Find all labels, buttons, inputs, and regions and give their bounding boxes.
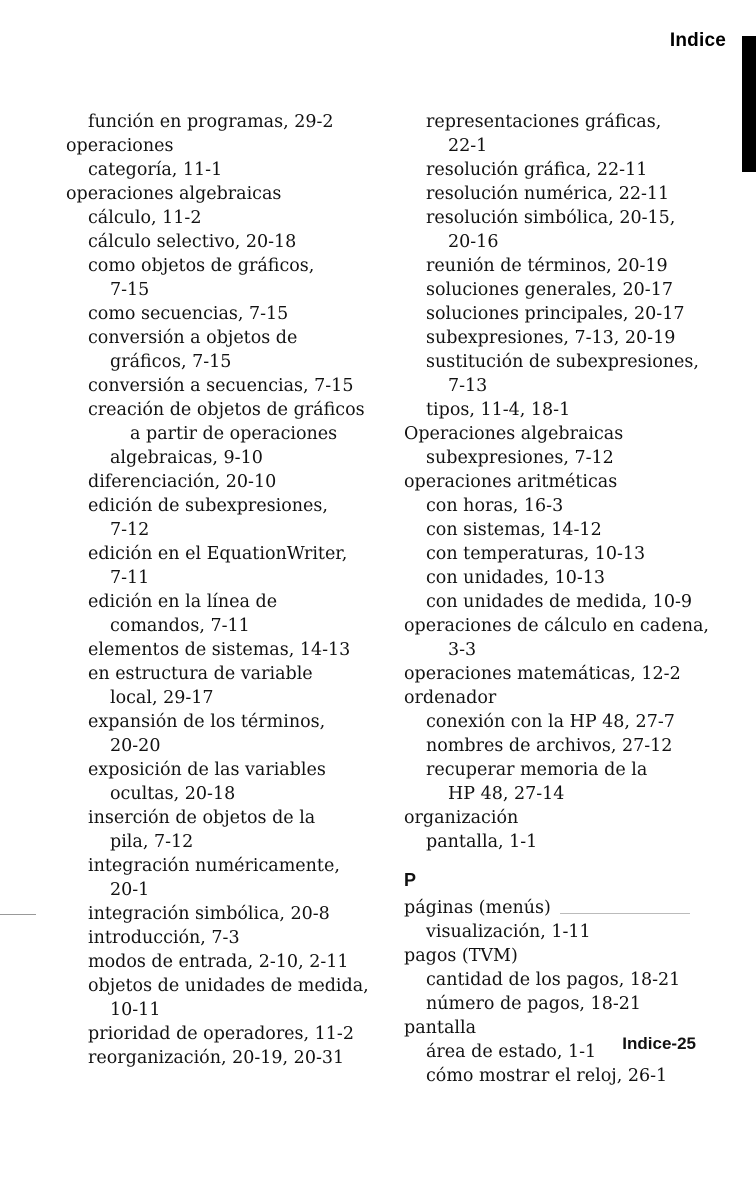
index-subentry: integración simbólica, 20-8 bbox=[88, 904, 330, 924]
index-heading: operaciones aritméticas bbox=[404, 472, 618, 492]
index-subentry: como objetos de gráficos, bbox=[88, 256, 315, 276]
index-subentry: cómo mostrar el reloj, 26-1 bbox=[426, 1066, 668, 1086]
index-subentry: pila, 7-12 bbox=[110, 832, 194, 852]
index-subentry: con temperaturas, 10-13 bbox=[426, 544, 646, 564]
index-heading: pantalla bbox=[404, 1018, 476, 1038]
index-subentry: cálculo, 11-2 bbox=[88, 208, 202, 228]
index-subentry: algebraicas, 9-10 bbox=[110, 448, 263, 468]
index-subentry: con sistemas, 14-12 bbox=[426, 520, 602, 540]
index-subentry: introducción, 7-3 bbox=[88, 928, 240, 948]
index-subentry: edición de subexpresiones, bbox=[88, 496, 328, 516]
index-subentry: función en programas, 29-2 bbox=[88, 112, 334, 132]
index-subentry: modos de entrada, 2-10, 2-11 bbox=[88, 952, 349, 972]
index-subentry: sustitución de subexpresiones, bbox=[426, 352, 699, 372]
index-subentry: edición en el EquationWriter, bbox=[88, 544, 348, 564]
index-subentry: diferenciación, 20-10 bbox=[88, 472, 277, 492]
index-subentry: expansión de los términos, bbox=[88, 712, 326, 732]
index-subentry: con horas, 16-3 bbox=[426, 496, 564, 516]
index-subentry: ocultas, 20-18 bbox=[110, 784, 236, 804]
index-subentry: con unidades, 10-13 bbox=[426, 568, 606, 588]
scan-artifact-line bbox=[0, 914, 36, 915]
index-subentry: 3-3 bbox=[448, 640, 477, 660]
index-heading: ordenador bbox=[404, 688, 497, 708]
index-subentry: prioridad de operadores, 11-2 bbox=[88, 1024, 354, 1044]
index-subentry: soluciones principales, 20-17 bbox=[426, 304, 685, 324]
index-subentry: con unidades de medida, 10-9 bbox=[426, 592, 692, 612]
index-heading: Operaciones algebraicas bbox=[404, 424, 624, 444]
index-subentry: local, 29-17 bbox=[110, 688, 214, 708]
index-subentry: subexpresiones, 7-12 bbox=[426, 448, 614, 468]
index-heading: operaciones matemáticas, 12-2 bbox=[404, 664, 681, 684]
index-subentry: categoría, 11-1 bbox=[88, 160, 223, 180]
index-subentry: representaciones gráficas, bbox=[426, 112, 662, 132]
index-subentry: reorganización, 20-19, 20-31 bbox=[88, 1048, 345, 1068]
index-subentry: resolución numérica, 22-11 bbox=[426, 184, 670, 204]
index-subentry: 22-1 bbox=[448, 136, 488, 156]
index-subentry: como secuencias, 7-15 bbox=[88, 304, 289, 324]
page-number: Indice-25 bbox=[622, 1034, 696, 1053]
index-subentry: resolución simbólica, 20-15, bbox=[426, 208, 676, 228]
index-subentry: 20-16 bbox=[448, 232, 499, 252]
index-subentry: subexpresiones, 7-13, 20-19 bbox=[426, 328, 676, 348]
index-heading: pagos (TVM) bbox=[404, 946, 518, 966]
index-subentry: conversión a objetos de bbox=[88, 328, 298, 348]
index-subentry: pantalla, 1-1 bbox=[426, 832, 538, 852]
index-subentry: conexión con la HP 48, 27-7 bbox=[426, 712, 675, 732]
index-subentry: tipos, 11-4, 18-1 bbox=[426, 400, 571, 420]
index-heading: operaciones de cálculo en cadena, bbox=[404, 616, 709, 636]
index-subentry: inserción de objetos de la bbox=[88, 808, 316, 828]
index-subentry: integración numéricamente, bbox=[88, 856, 340, 876]
index-subentry: exposición de las variables bbox=[88, 760, 326, 780]
index-subentry: conversión a secuencias, 7-15 bbox=[88, 376, 354, 396]
index-subentry: 20-1 bbox=[110, 880, 150, 900]
index-subentry: cálculo selectivo, 20-18 bbox=[88, 232, 297, 252]
index-column-right bbox=[404, 110, 744, 1088]
thumb-index-tab bbox=[742, 36, 756, 172]
index-subentry: en estructura de variable bbox=[88, 664, 313, 684]
index-subentry: gráficos, 7-15 bbox=[110, 352, 232, 372]
index-subentry: número de pagos, 18-21 bbox=[426, 994, 642, 1014]
index-subentry: HP 48, 27-14 bbox=[448, 784, 565, 804]
index-subentry: edición en la línea de bbox=[88, 592, 278, 612]
index-subentry: reunión de términos, 20-19 bbox=[426, 256, 668, 276]
index-subentry: comandos, 7-11 bbox=[110, 616, 250, 636]
index-subentry: 10-11 bbox=[110, 1000, 161, 1020]
page-header-title: Indice bbox=[669, 30, 726, 51]
index-subentry: 7-12 bbox=[110, 520, 150, 540]
index-subentry: resolución gráfica, 22-11 bbox=[426, 160, 648, 180]
index-heading: operaciones bbox=[66, 136, 174, 156]
index-subentry: soluciones generales, 20-17 bbox=[426, 280, 673, 300]
index-subentry: elementos de sistemas, 14-13 bbox=[88, 640, 351, 660]
index-subentry: a partir de operaciones bbox=[130, 424, 338, 444]
index-subentry: objetos de unidades de medida, bbox=[88, 976, 369, 996]
index-subentry: área de estado, 1-1 bbox=[426, 1042, 597, 1062]
index-subentry: recuperar memoria de la bbox=[426, 760, 648, 780]
index-subentry: 7-15 bbox=[110, 280, 150, 300]
index-heading: operaciones algebraicas bbox=[66, 184, 282, 204]
index-column-left bbox=[66, 110, 386, 1070]
scan-artifact-line bbox=[560, 913, 690, 914]
section-letter: P bbox=[404, 870, 417, 890]
index-subentry: creación de objetos de gráficos bbox=[88, 400, 365, 420]
index-heading: páginas (menús) bbox=[404, 898, 551, 918]
index-subentry: nombres de archivos, 27-12 bbox=[426, 736, 673, 756]
index-subentry: 20-20 bbox=[110, 736, 161, 756]
index-subentry: cantidad de los pagos, 18-21 bbox=[426, 970, 681, 990]
index-heading: organización bbox=[404, 808, 519, 828]
index-subentry: 7-13 bbox=[448, 376, 488, 396]
index-subentry: 7-11 bbox=[110, 568, 150, 588]
index-subentry: visualización, 1-11 bbox=[426, 922, 591, 942]
